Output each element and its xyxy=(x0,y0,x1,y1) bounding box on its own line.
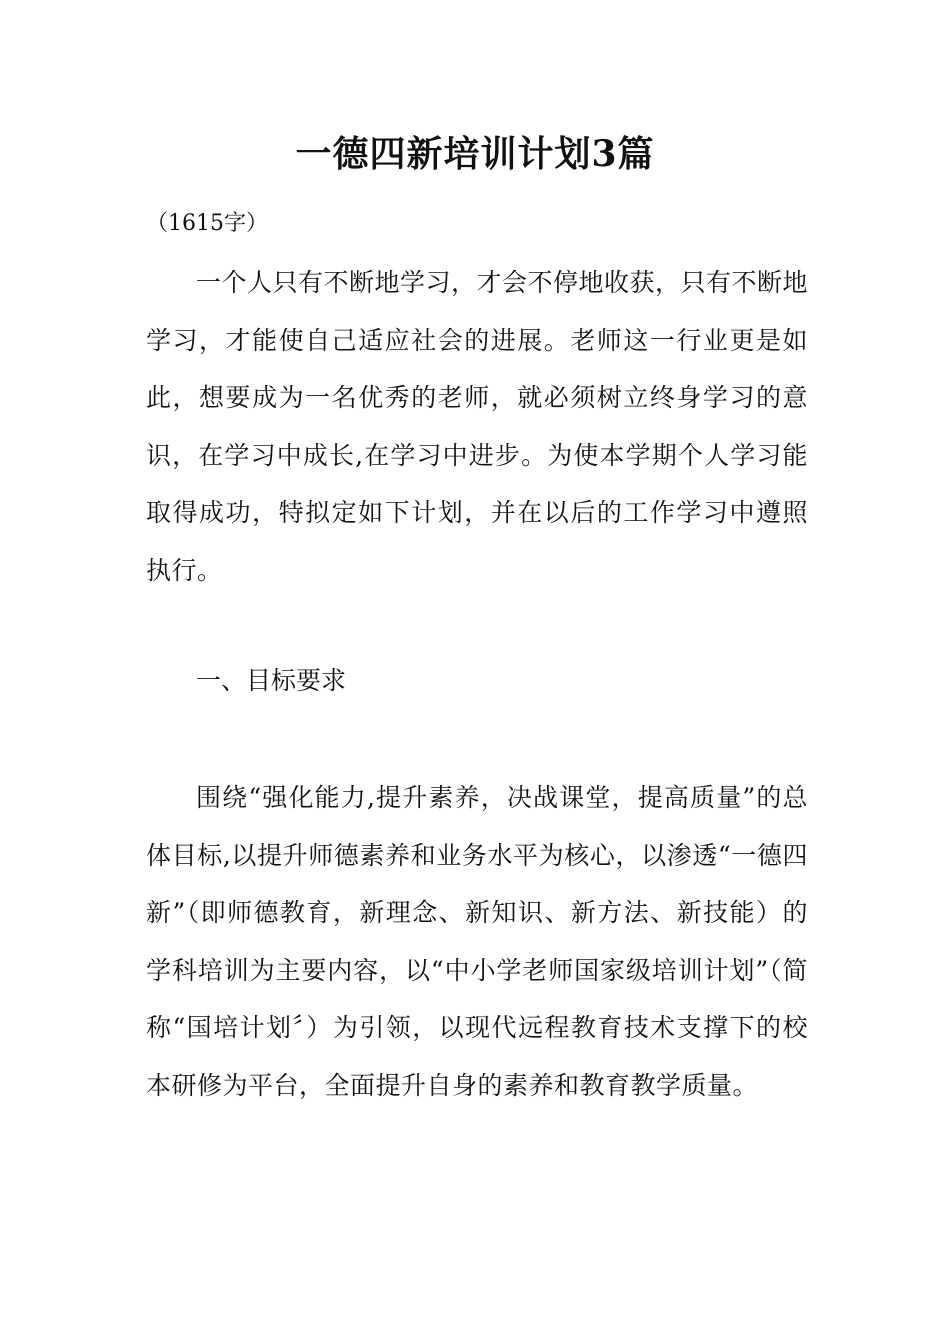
word-count: （1615字） xyxy=(146,211,268,236)
section-paragraph: 围绕“强化能力,提升素养，决战课堂，提高质量”的总体目标,以提升师德素养和业务水平为核心，以渗透“一德四新”（即师德教育，新理念、新知识、新方法、新技能）的学科培训为主要内容，以“中小学老师国家级培训计划”（简称“国培计划〞）为引领，以现代远程教育技术支撑下的校本研修为平台，全面提升自身的素养和教育教学质量。 xyxy=(146,783,808,1100)
section-heading: 一、目标要求 xyxy=(196,666,347,695)
document-title: 一德四新培训计划3篇 xyxy=(295,133,655,175)
intro-paragraph: 一个人只有不断地学习，才会不停地收获，只有不断地学习，才能使自己适应社会的进展。老师这一行业更是如此，想要成为一名优秀的老师，就必须树立终身学习的意识，在学习中成长,在学习中进步。为使本学期个人学习能取得成功，特拟定如下计划，并在以后的工作学习中遵照执行。 xyxy=(146,268,809,585)
